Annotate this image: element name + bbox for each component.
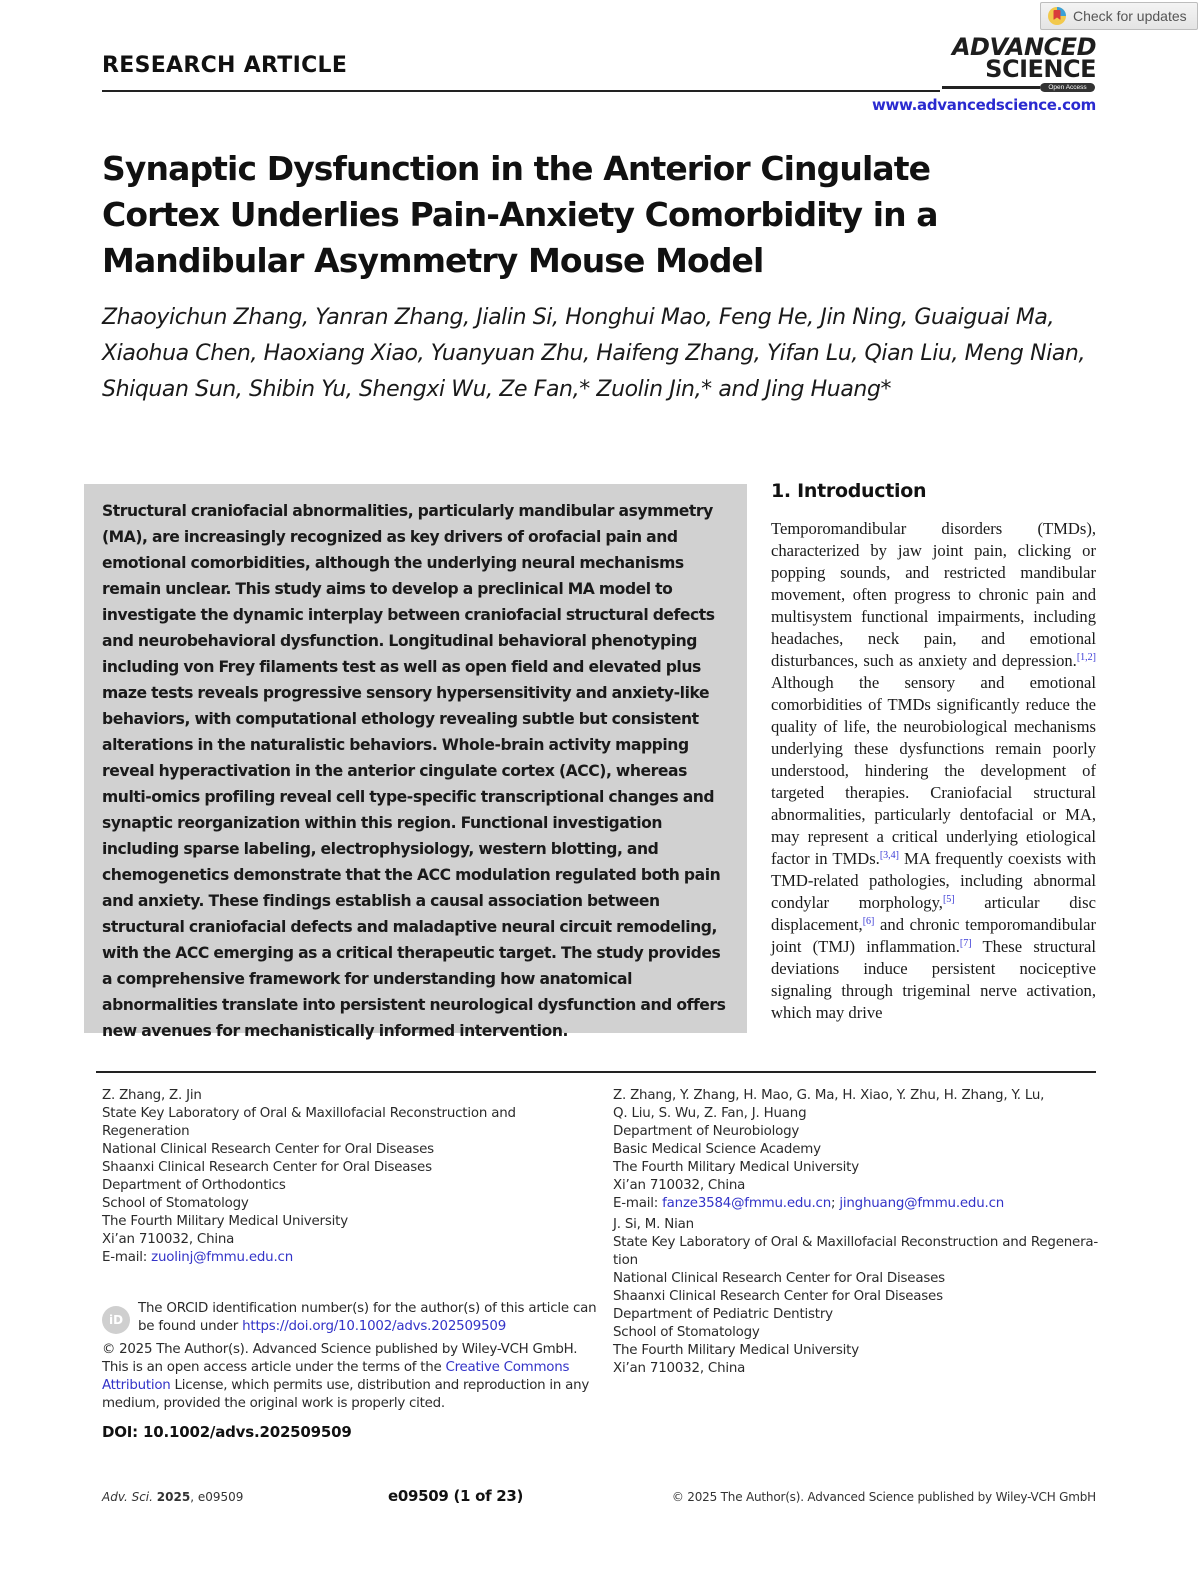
email-label: E-mail: [102, 1250, 152, 1265]
check-for-updates-button[interactable] [1040, 2, 1198, 30]
journal-logo-line1: ADVANCED [951, 33, 1096, 61]
footer-year: 2025 [156, 1490, 191, 1504]
license-note [102, 1341, 602, 1413]
affiliation-line: Shaanxi Clinical Research Center for Oral Diseases [613, 1289, 943, 1304]
affiliation-line: Xi’an 710032, China [613, 1361, 746, 1376]
page-number: e09509 (1 of 23) [388, 1487, 524, 1505]
introduction-text: and chronic temporomandibular joint (TMJ) inflammation. [771, 915, 1096, 956]
affiliation-line: National Clinical Research Center for Oral Diseases [102, 1142, 434, 1157]
open-access-badge: Open Access [1040, 83, 1095, 92]
footer-article-id: , e09509 [190, 1490, 244, 1504]
reference-link[interactable]: [3,4] [879, 850, 899, 861]
reference-link[interactable]: [7] [959, 938, 972, 949]
affiliation-authors: Q. Liu, S. Wu, Z. Fan, J. Huang [613, 1106, 807, 1121]
affiliation-line: Department of Neurobiology [613, 1124, 800, 1139]
orcid-text: The ORCID identification number(s) for the author(s) of this article can be found under [138, 1301, 597, 1334]
affiliation-line: Shaanxi Clinical Research Center for Oral Diseases [102, 1160, 432, 1175]
affiliation-line: Xi’an 710032, China [102, 1232, 235, 1247]
reference-link[interactable]: [5] [942, 894, 955, 905]
affiliations-right [613, 1087, 1103, 1378]
email-link[interactable]: fanze3584@fmmu.edu.cn [662, 1196, 831, 1211]
introduction-text: These structural deviations induce persistent nociceptive signaling through trigeminal nerve activation, which may drive [771, 937, 1096, 1022]
affiliation-divider [96, 1071, 1096, 1073]
affiliation-line: Regeneration [102, 1124, 190, 1139]
introduction-text: MA frequently coexists with TMD-related pathologies, including abnormal condylar morphology, [771, 849, 1096, 912]
introduction-text: Although the sensory and emotional comorbidities of TMDs significantly reduce the quality of life, the neurobiological mechanisms underlying these dysfunctions remain poorly understood, hindering the development of targeted therapies. Craniofacial structural abnormalities, particularly dentofacial or MA, may represent a critical underlying etiological factor in TMDs. [771, 673, 1096, 868]
reference-link[interactable]: [6] [862, 916, 875, 927]
logo-bar [942, 86, 1040, 89]
doi: DOI: 10.1002/advs.202509509 [102, 1423, 352, 1441]
abstract-box [84, 484, 747, 1040]
affiliation-authors: Z. Zhang, Z. Jin [102, 1088, 202, 1103]
license-text-before: © 2025 The Author(s). Advanced Science published by Wiley-VCH GmbH. This is an open access article under the terms of the [102, 1342, 578, 1375]
journal-site-link[interactable]: www.advancedscience.com [871, 96, 1096, 114]
affiliation-authors: J. Si, M. Nian [613, 1217, 694, 1232]
affiliation-line: The Fourth Military Medical University [102, 1214, 348, 1229]
email-link[interactable]: jinghuang@fmmu.edu.cn [839, 1196, 1005, 1211]
affiliation-line: The Fourth Military Medical University [613, 1343, 859, 1358]
email-line: E-mail: fanze3584@fmmu.edu.cn; jinghuang@fmmu.edu.cn [613, 1196, 1005, 1211]
author-list: Zhaoyichun Zhang, Yanran Zhang, Jialin Si, Honghui Mao, Feng He, Jin Ning, Guaiguai Ma, Xiaohua Chen, Haoxiang Xiao, Yuanyuan Zhu, Haifeng Zhang, Yifan Lu, Qian Liu, Meng Nian, Shiquan Sun, Shibin Yu, Shengxi Wu, Ze Fan,* Zuolin Jin,* and Jing Huang* [102, 305, 1086, 402]
affiliation-line: School of Stomatology [102, 1196, 249, 1211]
orcid-icon: iD [102, 1306, 130, 1334]
orcid-note [102, 1300, 597, 1336]
affiliation-line: National Clinical Research Center for Oral Diseases [613, 1271, 945, 1286]
affiliation-line: Xi’an 710032, China [613, 1178, 746, 1193]
abstract-text: Structural craniofacial abnormalities, particularly mandibular asymmetry (MA), are increasingly recognized as key drivers of orofacial pain and emotional comorbidities, although the underlying neural mechanisms remain unclear. This study aims to develop a preclinical MA model to investigate the dynamic interplay between craniofacial structural defects and neurobehavioral dysfunction. Longitudinal behavioral phenotyping including von Frey filaments test as well as open field and elevated plus maze tests reveals progressive sensory hypersensitivity and anxiety-like behaviors, with computational ethology revealing subtle but consistent alterations in the naturalistic behaviors. Whole-brain activity mapping reveal hyperactivation in the anterior cingulate cortex (ACC), whereas multi-omics profiling reveal cell type-specific transcriptional changes and synaptic reorganization within this region. Functional investigation including sparse labeling, electrophysiology, western blotting, and chemogenetics demonstrate that the ACC modulation regulated both pain and anxiety. These findings establish a causal association between structural craniofacial defects and maladaptive neural circuit remodeling, with the ACC emerging as a critical therapeutic target. The study provides a comprehensive framework for understanding how anatomical abnormalities translate into persistent neurological dysfunction and offers new avenues for mechanistically informed intervention. [102, 502, 726, 1040]
crossmark-icon [1047, 6, 1067, 26]
license-link[interactable]: Creative Commons Attribution [102, 1360, 570, 1393]
affiliation-line: tion [613, 1253, 638, 1268]
check-for-updates-label: Check for updates [1073, 8, 1187, 24]
email-link[interactable]: zuolinj@fmmu.edu.cn [151, 1250, 293, 1265]
orcid-link[interactable]: https://doi.org/10.1002/advs.202509509 [242, 1319, 507, 1334]
introduction-text: articular disc displacement, [771, 893, 1096, 934]
affiliation-line: School of Stomatology [613, 1325, 760, 1340]
journal-logo-line2: SCIENCE [985, 55, 1096, 83]
introduction-body [771, 518, 1096, 1024]
footer-citation [102, 1490, 243, 1504]
introduction-heading: 1. Introduction [771, 480, 927, 502]
affiliation-line: State Key Laboratory of Oral & Maxillofacial Reconstruction and [102, 1106, 516, 1121]
footer-journal: Adv. Sci. [102, 1490, 153, 1504]
affiliation-line: State Key Laboratory of Oral & Maxillofacial Reconstruction and Regenera- [613, 1235, 1099, 1250]
affiliations-left [102, 1087, 592, 1267]
email-line [102, 1249, 592, 1267]
footer-copyright: © 2025 The Author(s). Advanced Science published by Wiley-VCH GmbH [671, 1490, 1096, 1504]
affiliation-authors: Z. Zhang, Y. Zhang, H. Mao, G. Ma, H. Xiao, Y. Zhu, H. Zhang, Y. Lu, [613, 1088, 1045, 1103]
affiliation-line: Department of Pediatric Dentistry [613, 1307, 833, 1322]
reference-link[interactable]: [1,2] [1076, 652, 1096, 663]
email-label: E-mail: [613, 1196, 663, 1211]
affiliation-group [613, 1087, 1103, 1213]
affiliation-group [613, 1216, 1103, 1378]
header-divider [102, 90, 940, 92]
journal-logo [940, 33, 1096, 83]
affiliation-line: Department of Orthodontics [102, 1178, 286, 1193]
introduction-text: Temporomandibular disorders (TMDs), characterized by jaw joint pain, clicking or popping sounds, and restricted mandibular movement, often progress to chronic pain and multisystem functional impairments, including headaches, neck pain, and emotional disturbances, such as anxiety and depression. [771, 519, 1096, 670]
article-title: Synaptic Dysfunction in the Anterior Cingulate Cortex Underlies Pain-Anxiety Comorbidity in a Mandibular Asymmetry Mouse Model [102, 149, 938, 280]
section-label: RESEARCH ARTICLE [102, 53, 348, 78]
affiliation-line: The Fourth Military Medical University [613, 1160, 859, 1175]
affiliation-line: Basic Medical Science Academy [613, 1142, 821, 1157]
license-text-after: License, which permits use, distribution and reproduction in any medium, provided the original work is properly cited. [102, 1378, 589, 1411]
